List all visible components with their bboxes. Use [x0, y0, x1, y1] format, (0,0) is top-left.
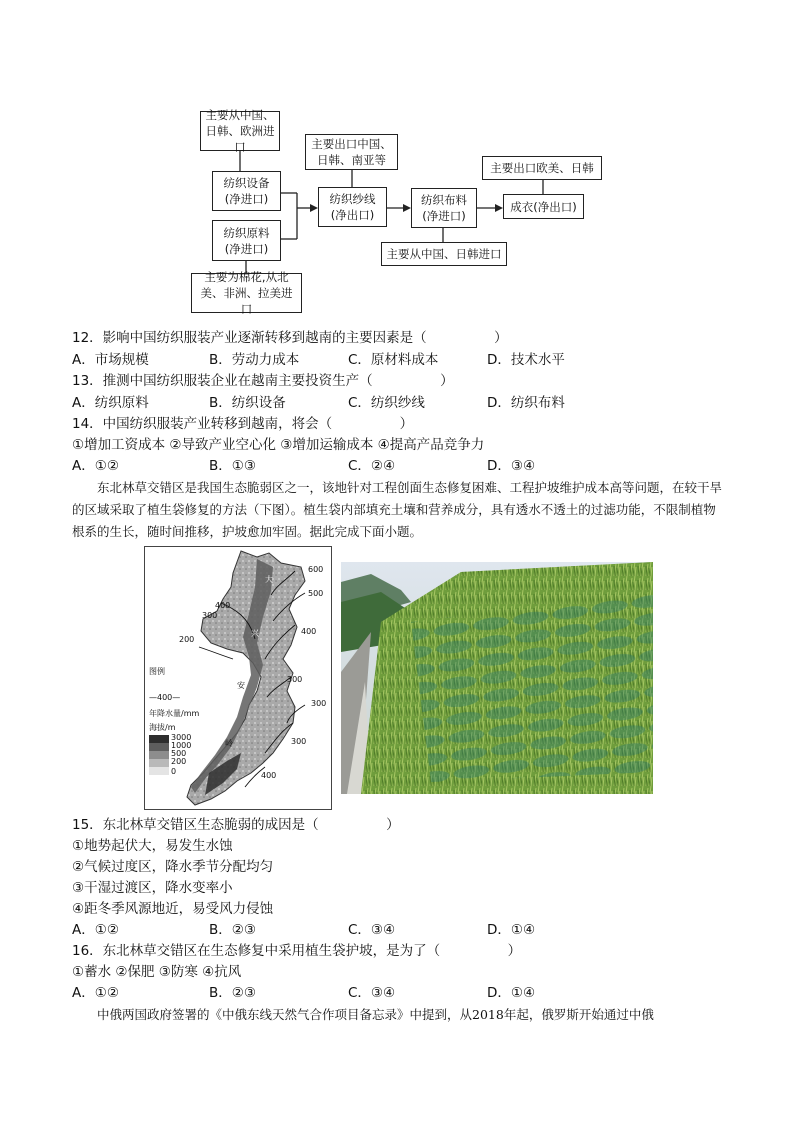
q12-option-b[interactable]: B．劳动力成本	[209, 352, 300, 368]
contour-label-200: 200	[179, 635, 195, 644]
map-char-ling: 岭	[225, 739, 233, 748]
q13-option-c[interactable]: C．纺织纱线	[348, 395, 425, 411]
q13-option-b[interactable]: B．纺织设备	[209, 395, 286, 411]
map-char-an: 安	[237, 681, 245, 690]
legend-isohyet-sample: —400—	[149, 693, 181, 702]
slope-photo-drawing	[341, 562, 653, 794]
legend-1000: 1000	[171, 741, 192, 750]
flow-box-yarn: 纺织纱线 (净出口)	[318, 187, 387, 227]
q16-statements: ①蓄水 ②保肥 ③防寒 ④抗风	[72, 964, 242, 980]
legend-0: 0	[171, 767, 177, 776]
contour-label-400-b: 400	[301, 627, 317, 636]
map-char-xing: 兴	[251, 629, 259, 638]
q16-option-a[interactable]: A．①②	[72, 985, 119, 1001]
q15-option-c[interactable]: C．③④	[348, 922, 396, 938]
flow-box-material: 纺织原料 (净进口)	[212, 220, 281, 261]
q15-option-a[interactable]: A．①②	[72, 922, 119, 938]
swatch-200	[149, 759, 169, 767]
q15-option-b[interactable]: B．②③	[209, 922, 256, 938]
q15-statement-3: ③干湿过渡区，降水变率小	[72, 880, 233, 896]
flow-box-material-source: 主要为棉花,从北美、非洲、拉美进口	[191, 273, 302, 313]
swatch-1000	[149, 743, 169, 751]
legend-elevation-swatches	[149, 735, 169, 775]
legend-200: 200	[171, 757, 187, 766]
contour-label-300-b: 300	[287, 675, 303, 684]
legend-elev-label: 海拔/m	[149, 723, 176, 732]
contour-label-300-c: 300	[311, 699, 327, 708]
flow-box-yarn-export: 主要出口中国、日韩、南亚等	[305, 134, 398, 170]
passage-gas-pipeline: 中俄两国政府签署的《中俄东线天然气合作项目备忘录》中提到，从2018年起，俄罗斯开始通过中俄	[97, 1007, 654, 1022]
legend-500: 500	[171, 749, 187, 758]
q14-option-c[interactable]: C．②④	[348, 458, 396, 474]
q14-statements: ①增加工资成本 ②导致产业空心化 ③增加运输成本 ④提高产品竞争力	[72, 437, 485, 453]
q16-option-b[interactable]: B．②③	[209, 985, 256, 1001]
precipitation-elevation-map	[144, 546, 332, 810]
contour-label-300-d: 300	[291, 737, 307, 746]
swatch-500	[149, 751, 169, 759]
question-16-stem: 16．东北林草交错区在生态修复中采用植生袋护坡，是为了（ ）	[72, 943, 522, 959]
flow-box-equipment: 纺织设备 (净进口)	[212, 171, 281, 211]
q14-option-a[interactable]: A．①②	[72, 458, 119, 474]
question-12-stem: 12．影响中国纺织服装产业逐渐转移到越南的主要因素是（ ）	[72, 330, 508, 346]
contour-label-500: 500	[308, 589, 324, 598]
q12-option-d[interactable]: D．技术水平	[487, 352, 565, 368]
vegetation-bag-slope-photo	[341, 562, 653, 794]
passage-ecotone: 东北林草交错区是我国生态脆弱区之一，该地针对工程创面生态修复困难、工程护坡维护成本高等问题，在较干旱的区域采取了植生袋修复的方法（下图）。植生袋内部填充土壤和营养成分，具有透水不透土的过滤功能，不限制植物根系的生长，随时间推移，护坡愈加牢固。据此完成下面小题。	[72, 480, 723, 539]
legend-title: 图例	[149, 667, 165, 676]
legend-3000: 3000	[171, 733, 192, 742]
legend-precip-label: 年降水量/mm	[149, 709, 200, 718]
q16-option-d[interactable]: D．①④	[487, 985, 536, 1001]
question-15-stem: 15．东北林草交错区生态脆弱的成因是（ ）	[72, 817, 400, 833]
flow-box-fabric: 纺织布料 (净进口)	[411, 188, 477, 228]
q12-option-a[interactable]: A．市场规模	[72, 352, 149, 368]
q15-statement-4: ④距冬季风源地近，易受风力侵蚀	[72, 901, 274, 917]
flow-box-fabric-source: 主要从中国、日韩进口	[381, 242, 507, 266]
q15-option-d[interactable]: D．①④	[487, 922, 536, 938]
contour-label-400-c: 400	[261, 771, 277, 780]
q16-option-c[interactable]: C．③④	[348, 985, 396, 1001]
contour-label-300-a: 300	[202, 611, 218, 620]
q15-statement-1: ①地势起伏大，易发生水蚀	[72, 838, 233, 854]
question-13-stem: 13．推测中国纺织服装企业在越南主要投资生产（ ）	[72, 373, 454, 389]
question-14-stem: 14．中国纺织服装产业转移到越南，将会（ ）	[72, 416, 414, 432]
q12-option-c[interactable]: C．原材料成本	[348, 352, 439, 368]
q13-option-a[interactable]: A．纺织原料	[72, 395, 149, 411]
flow-box-equipment-source: 主要从中国、日韩、欧洲进口	[200, 111, 280, 151]
q14-option-b[interactable]: B．①③	[209, 458, 256, 474]
q13-option-d[interactable]: D．纺织布料	[487, 395, 565, 411]
swatch-3000	[149, 735, 169, 743]
contour-label-400-a: 400	[215, 601, 231, 610]
flow-box-garment: 成衣(净出口)	[503, 194, 584, 219]
contour-label-600: 600	[308, 565, 324, 574]
swatch-0	[149, 767, 169, 775]
flow-box-garment-export: 主要出口欧美、日韩	[482, 156, 602, 180]
q14-option-d[interactable]: D．③④	[487, 458, 536, 474]
q15-statement-2: ②气候过度区，降水季节分配均匀	[72, 859, 274, 875]
map-char-da: 大	[265, 575, 273, 584]
